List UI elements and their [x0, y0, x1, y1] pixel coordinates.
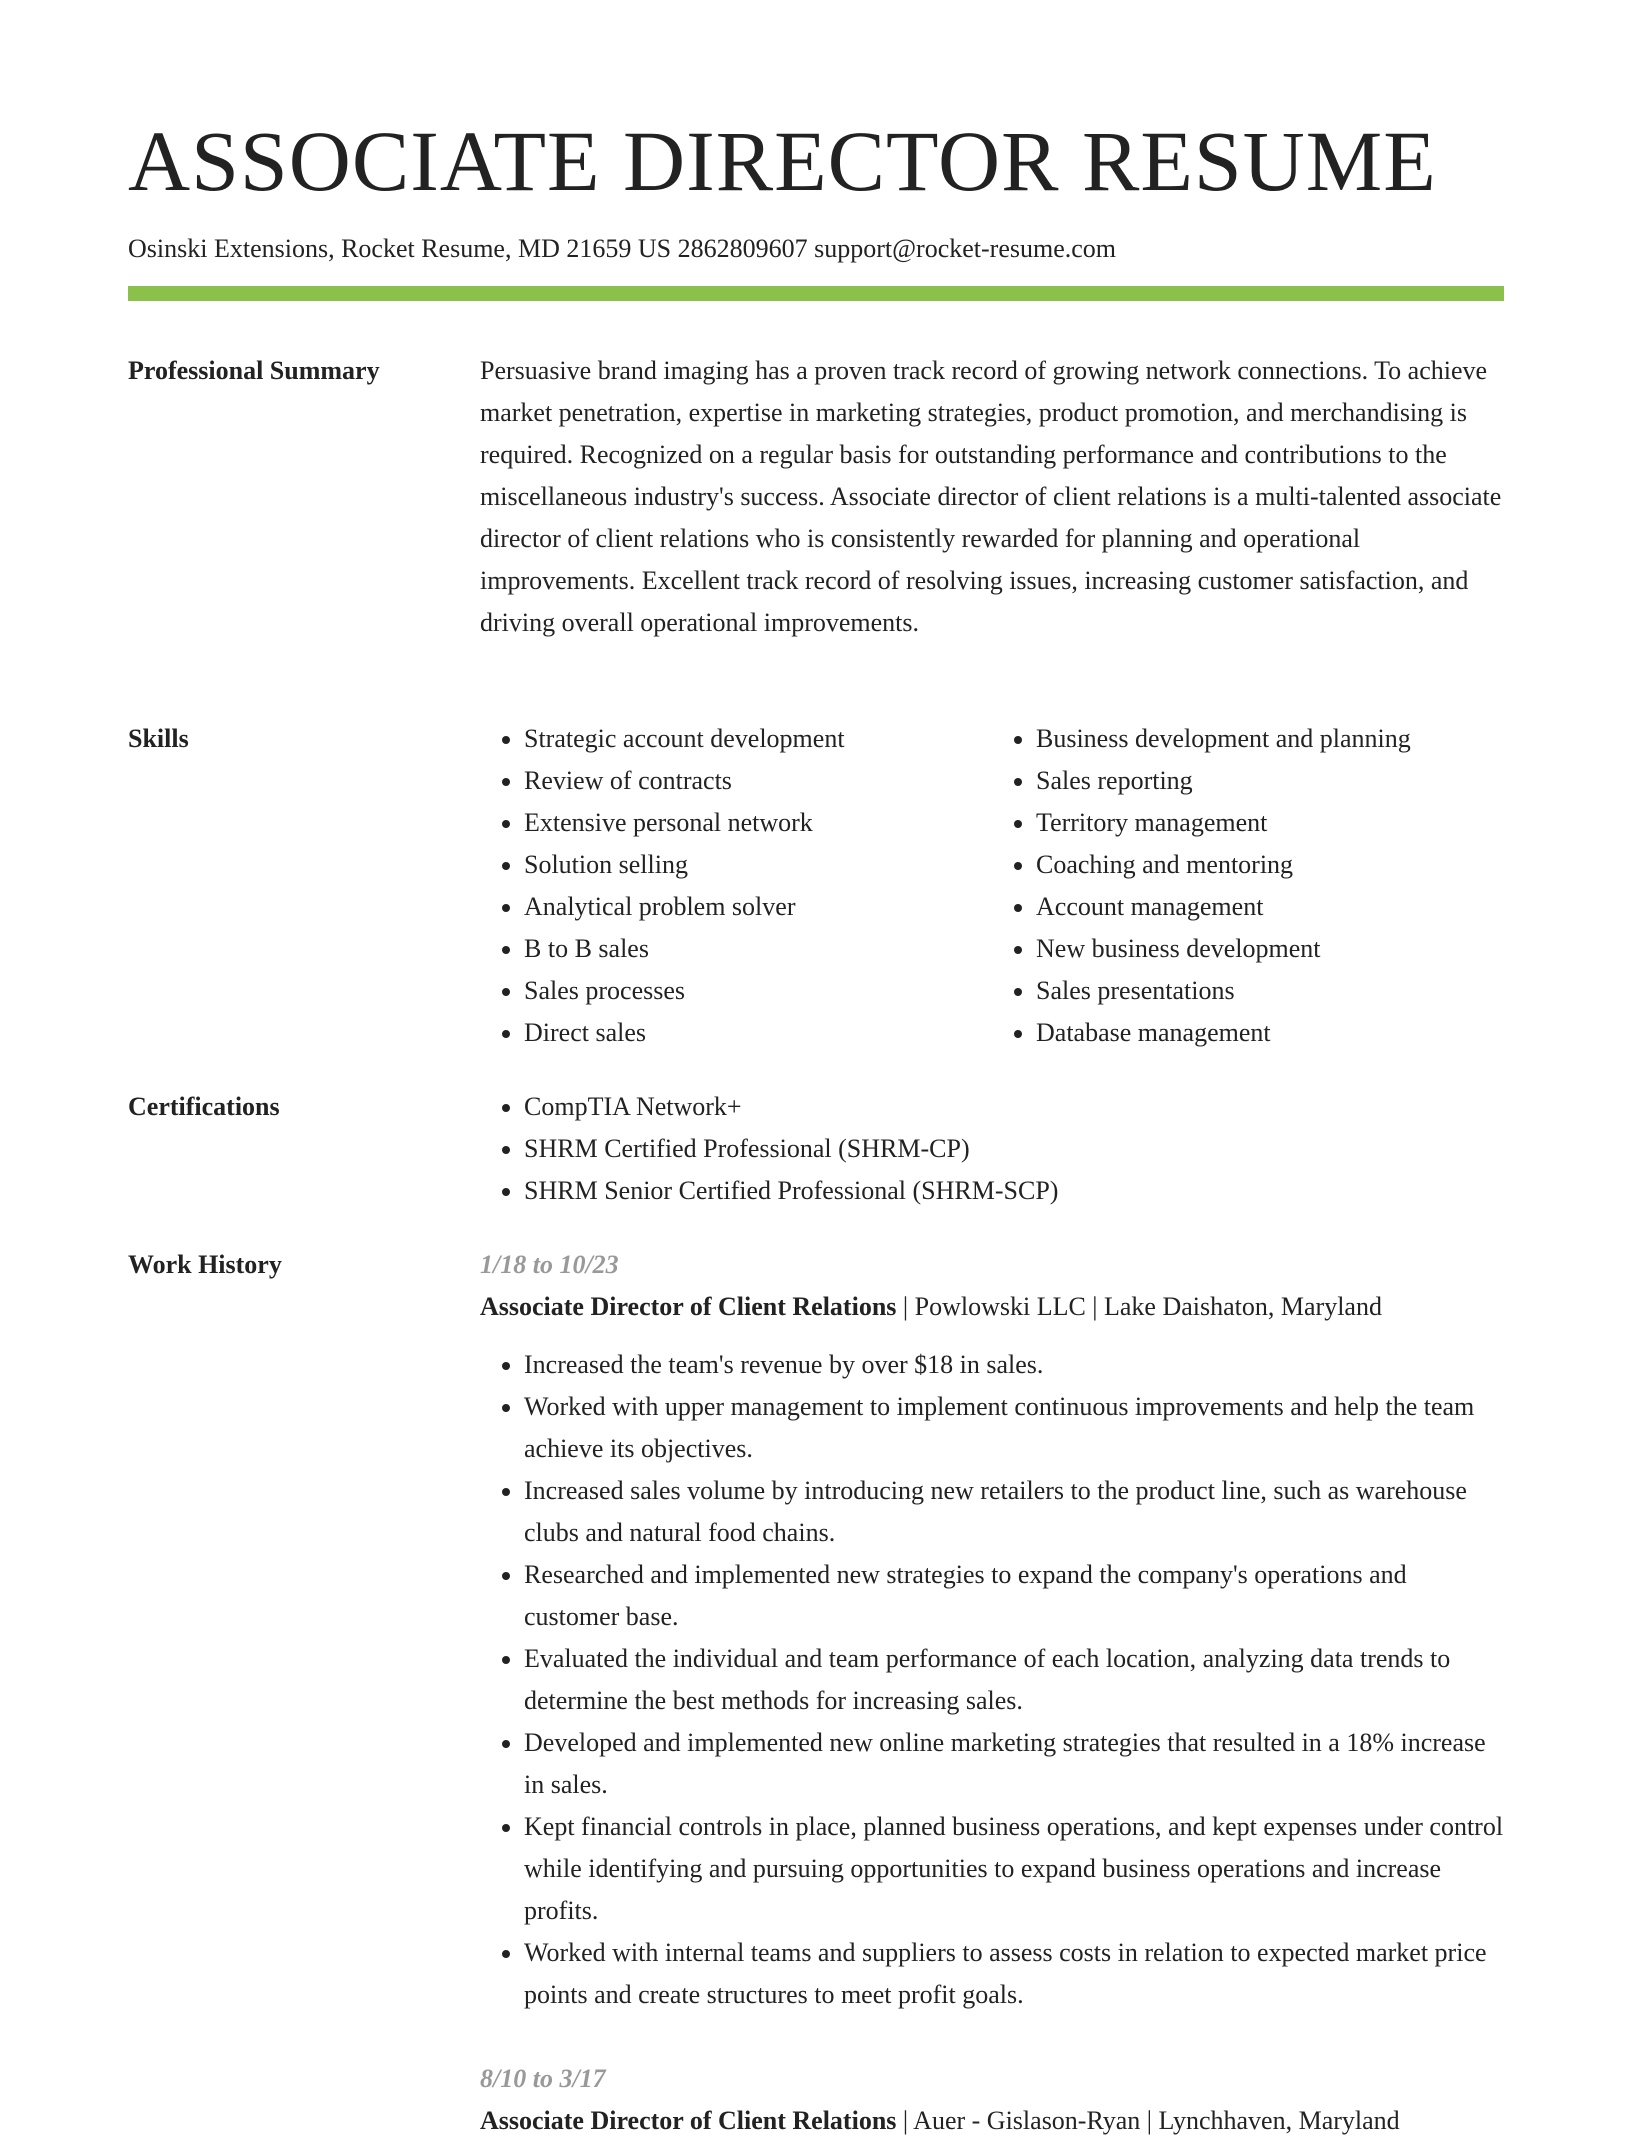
- job-company-location: | Powlowski LLC | Lake Daishaton, Maryland: [896, 1292, 1382, 1321]
- list-item: • Territory management: [1036, 802, 1504, 844]
- skills-list-left: [480, 718, 992, 1054]
- job-bullets: [480, 1344, 1504, 2016]
- list-item: • Sales reporting: [1036, 760, 1504, 802]
- list-item: • Solution selling: [524, 844, 992, 886]
- list-item: • Database management: [1036, 1012, 1504, 1054]
- list-item: • Direct sales: [524, 1012, 992, 1054]
- list-item: • CompTIA Network+: [524, 1086, 1504, 1128]
- work-history-label: Work History: [128, 1250, 282, 1279]
- skills-label: Skills: [128, 724, 189, 753]
- list-item: • Account management: [1036, 886, 1504, 928]
- list-item: • Strategic account development: [524, 718, 992, 760]
- list-item: • Worked with internal teams and suppliers to assess costs in relation to expected market price points and create structures to meet profit goals.: [524, 1932, 1504, 2016]
- job-title: Associate Director of Client Relations: [480, 2106, 897, 2135]
- certifications-label: Certifications: [128, 1092, 280, 1121]
- list-item: • Evaluated the individual and team performance of each location, analyzing data trends to determine the best methods for increasing sales.: [524, 1638, 1504, 1722]
- job-heading: [480, 1286, 1504, 1328]
- job-title: Associate Director of Client Relations: [480, 1292, 897, 1321]
- job-heading: [480, 2100, 1504, 2142]
- resume-title: ASSOCIATE DIRECTOR RESUME: [128, 113, 1437, 209]
- list-item: • Business development and planning: [1036, 718, 1504, 760]
- list-item: • Analytical problem solver: [524, 886, 992, 928]
- work-history-body: [480, 1244, 1504, 2142]
- list-item: • Review of contracts: [524, 760, 992, 802]
- list-item: • Increased sales volume by introducing new retailers to the product line, such as warehouse clubs and natural food chains.: [524, 1470, 1504, 1554]
- skills-body: [480, 718, 1504, 1054]
- list-item: • Developed and implemented new online marketing strategies that resulted in a 18% increase in sales.: [524, 1722, 1504, 1806]
- list-item: • Sales presentations: [1036, 970, 1504, 1012]
- contact-line: Osinski Extensions, Rocket Resume, MD 21659 US 2862809607 support@rocket-resume.com: [128, 234, 1117, 263]
- list-item: • Kept financial controls in place, planned business operations, and kept expenses under control while identifying and pursuing opportunities to expand business operations and increase profits.: [524, 1806, 1504, 1932]
- list-item: • SHRM Senior Certified Professional (SHRM-SCP): [524, 1170, 1504, 1212]
- job-entry: [480, 2058, 1504, 2142]
- job-dates: 1/18 to 10/23: [480, 1250, 619, 1279]
- list-item: • Worked with upper management to implement continuous improvements and help the team achieve its objectives.: [524, 1386, 1504, 1470]
- certifications-list: [480, 1086, 1504, 1212]
- summary-label: Professional Summary: [128, 356, 380, 385]
- list-item: • Sales processes: [524, 970, 992, 1012]
- skills-list-right: [992, 718, 1504, 1054]
- certifications-body: [480, 1086, 1504, 1212]
- accent-divider: [128, 286, 1504, 301]
- job-company-location: | Auer - Gislason-Ryan | Lynchhaven, Maryland: [896, 2106, 1400, 2135]
- list-item: • SHRM Certified Professional (SHRM-CP): [524, 1128, 1504, 1170]
- list-item: • New business development: [1036, 928, 1504, 970]
- list-item: • Extensive personal network: [524, 802, 992, 844]
- summary-text: Persuasive brand imaging has a proven track record of growing network connections. To achieve market penetration, expertise in marketing strategies, product promotion, and merchandising is required. Recognized on a regular basis for outstanding performance and contributions to the miscellaneous industry's success. Associate director of client relations is a multi-talented associate director of client relations who is consistently rewarded for planning and operational improvements. Excellent track record of resolving issues, increasing customer satisfaction, and driving overall operational improvements.: [480, 356, 1502, 637]
- list-item: • Researched and implemented new strategies to expand the company's operations and customer base.: [524, 1554, 1504, 1638]
- summary-body: [480, 350, 1504, 644]
- job-entry: [480, 1244, 1504, 2016]
- list-item: • B to B sales: [524, 928, 992, 970]
- list-item: • Coaching and mentoring: [1036, 844, 1504, 886]
- list-item: • Increased the team's revenue by over $18 in sales.: [524, 1344, 1504, 1386]
- job-dates: 8/10 to 3/17: [480, 2064, 606, 2093]
